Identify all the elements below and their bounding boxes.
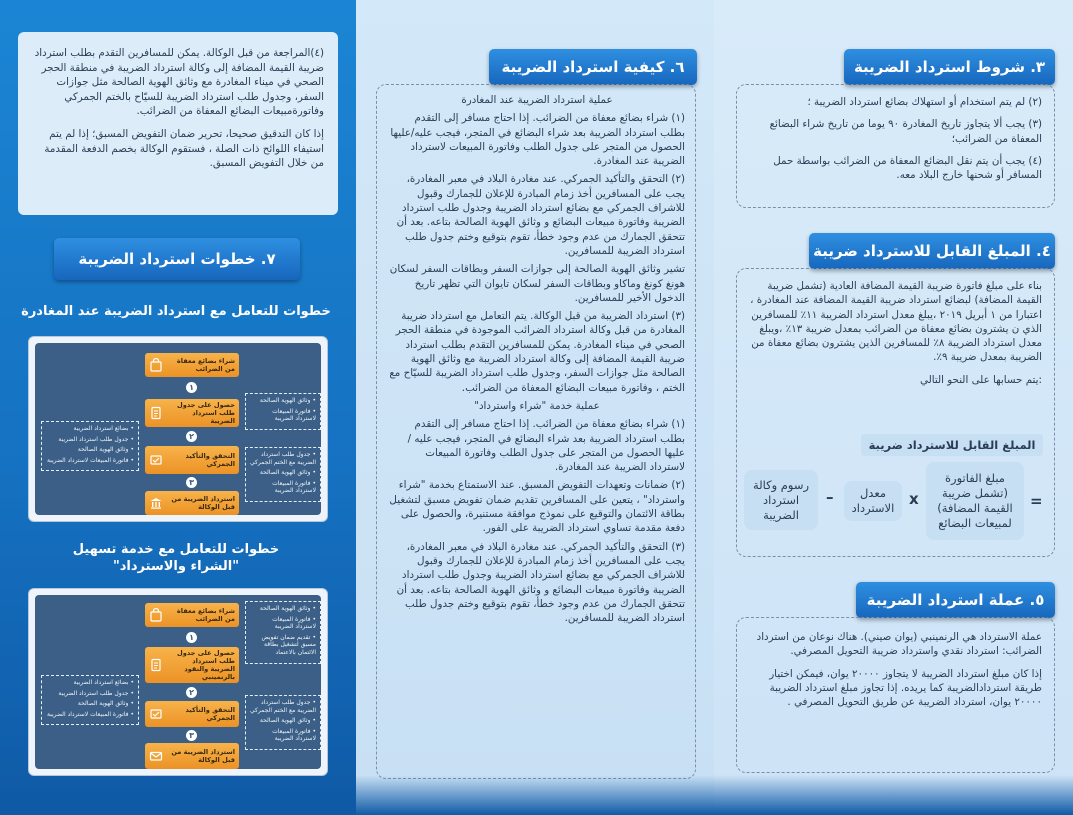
audit-paragraph: إذا كان التدقيق صحيحا، تحرير ضمان التفويض المسبق؛ إذا لم يتم استيفاء اللوائح ذات الصلة ، فستقوم الوكالة بخصم الدفعة المقدمة من خلال التفويض المسبق. [44,127,324,170]
section-6-heading: ٦. كيفية استرداد الضريبة [489,49,697,85]
flow-step-marker: ٢ [186,687,197,698]
note-item: • فاتورة المبيعات لاسترداد الضريبة [46,711,134,719]
valid-id-paragraph: تشير وثائق الهوية الصالحة إلى جوازات السفر وبطاقات السفر لسكان هونغ كونغ وماكاو وبطاقات السفر لسكان تايوان التي تظهر تاريخ الدخول الأخير للمسافرين. [389,263,685,304]
subheading-line: "الشراء والاسترداد" [112,559,240,574]
note-item: • وثائق الهوية الصالحة [250,469,316,477]
condition-4: (٤) يجب أن يتم نقل البضائع المعفاة من الضرائب بواسطة حمل المسافر أو شحنها خارج البلاد معه. [773,154,1042,182]
note-item: • جدول طلب استرداد الضريبة [46,436,134,444]
flow-node-buy [145,353,239,377]
note-item: • وثائق الهوية الصالحة [250,717,316,725]
note-item: • جدول طلب استرداد الضريبة مع الختم الجمركي [250,451,316,466]
conditions-box [736,84,1055,208]
section-7-heading: ٧. خطوات استرداد الضريبة [54,238,300,280]
flow-node-label: حصول على جدول طلب استرداد الضريبة والنقود بالرنمينبي [177,649,235,681]
how-to-refund-box [376,84,696,779]
customs-stamp-icon [149,453,163,467]
flow-node-label: استرداد الضريبة من قبل الوكالة [171,748,235,764]
note-item: • جدول طلب استرداد الضريبة مع الختم الجمركي [250,699,316,714]
flow-note-documents [245,601,321,664]
buy-refund-flowchart [28,588,328,776]
flow-node-application-cash [145,647,239,683]
buy-refund-title: عملية خدمة "شراء واسترداد" [474,399,600,412]
amount-paragraph: بناء على مبلغ فاتورة ضريبة القيمة المضافة العادية (تشمل ضريبة القيمة المضافة) لبضائع استرداد ضريبة القيمة المضافة عند المغادرة ، اعتبارا من ١ أبريل ٢٠١٩ ،يبلغ معدل استرداد الضريبة ١١٪ للمسافرين الذي ن يشترون بضائع معفاة من الضرائب بمعدل ضريبة ١٣٪ ،ويبلغ معدل استرداد الضريبة ٨٪ للمسافرين الذين يشترون بضائع معفاة من الضريبة بمعدل ضريبة ٩٪. [750,280,1042,364]
step-agency-paragraph: (٣) استرداد الضريبة من قبل الوكالة. يتم التعامل مع استرداد ضريبة المغادرة من قبل وكالة استرداد الضرائب الموجودة في منطقة الحجر الصحي في ميناء المغادرة. يمكن للمسافرين التقدم بطلب استرداد ضريبة القيمة المضافة إلى وكالة استرداد الضريبة مع وثائق الهوية الصالحة مثل جوازات السفر، وجدول طلب استرداد الضريبة للسيّاح مع الختم ، وفاتورة مبيعات البضائع المعفاة من الضرائب. [389,310,685,394]
flow-node-label: شراء بضائع معفاة من الضرائب [176,357,235,373]
br-step-guarantee-paragraph: (٢) ضمانات وتعهدات التفويض المسبق. عند الاستمتاع بخدمة "شراء واسترداد" ، يتعين على المسافرين تقديم ضمان تفويض مسبق لتشغيل بطاقة الائتمان والتوقيع على نموذج موافقة مستنيرة، والحصول على دفعة مقدمة تساوي استرداد الضريبة على الفور. [389,479,685,535]
shopping-bag-icon [149,358,163,372]
section-3-heading: ٣. شروط استرداد الضريبة [844,49,1055,85]
formula-refund-rate: معدل الاسترداد [844,481,902,521]
left-column [0,0,356,815]
flow-node-customs [145,446,239,474]
flow-node-label: التحقق والتأكيد الجمركي [185,452,235,468]
note-item: • فاتورة المبيعات لاسترداد الضريبة [250,728,316,743]
formula-title: المبلغ القابل للاسترداد ضريبة [861,434,1043,456]
review-paragraph: (٤)المراجعة من قبل الوكالة. يمكن للمسافرين التقدم بطلب استرداد ضريبة القيمة المضافة إلى وكالة استرداد الضريبة في منطقة الحجر الصحي في ميناء المغادرة مع وثائق الهوية الصالحة مثل جوازات السفر، وجدول طلب استرداد الضريبة للسيّاح بالختم الجمركي وفاتورةمبيعات البضائع المعفاة من الضرائب. [34,47,324,118]
envelope-icon [149,749,163,763]
shopping-bag-icon [149,608,163,622]
document-icon [149,406,163,420]
flow-node-application [145,399,239,427]
br-step-buy-paragraph: (١) شراء بضائع معفاة من الضرائب. إذا احتاج مسافر إلى التقدم بطلب استرداد الضريبة بعد شراء البضائع في المتجر، فيجب عليه / عليها الحصول من المتجر على جدول الطلب وفاتورة المبيعات لاسترداد الضريبة عند المغادرة. [407,418,685,474]
formula-agency-fee: رسوم وكالة استرداد الضريبة [744,470,818,530]
departure-process-title: عملية استرداد الضريبة عند المغادرة [461,94,613,106]
note-item: • بضائع استرداد الضريبة [46,425,134,433]
buy-refund-steps-subheading [6,541,346,575]
document-icon [149,658,163,672]
departure-flowchart [28,336,328,522]
note-item: • وثائق الهوية الصالحة [250,605,316,613]
minus-sign: – [826,488,834,506]
subheading-line: خطوات للتعامل مع خدمة تسهيل [72,542,280,557]
flow-step-marker: ١ [186,632,197,643]
step-customs-paragraph: (٢) التحقق والتأكيد الجمركي. عند مغادرة البلاد في معبر المغادرة، يجب على المسافرين أخذ زمام المبادرة للإعلان للجمارك وقبول للاشراف الجمركي مع بضائع استرداد الضريبة وجدول طلب استرداد الضريبة وفاتورة مبيعات البضائع و وثائق الهوية الصالحة بتاعه. بعد أن تتحقق الجمارك من عدم وجود خطأ، تقوم بتوقيع وختم جدول طلب استرداد الضريبة للمسافرين. [396,173,685,257]
flow-step-marker: ١ [186,382,197,393]
customs-stamp-icon [149,707,163,721]
flow-node-label: حصول على جدول طلب استرداد الضريبة [177,401,235,425]
flow-node-customs [145,701,239,727]
condition-3: (٣) يجب ألا يتجاوز تاريخ المغادرة ٩٠ يوما من تاريخ شراء البضائع المعفاة من الضرائب؛ [769,118,1042,145]
note-item: • وثائق الهوية الصالحة [46,700,134,708]
departure-steps-subheading: خطوات للتعامل مع استرداد الضريبة عند المغادرة [21,304,331,319]
flow-node-agency [145,743,239,769]
note-item: • تقديم ضمان تفويض مسبق لتشغيل بطاقة الائتمان بالاعتماد [250,634,316,657]
equals-sign: = [1030,492,1043,510]
condition-2: (٢) لم يتم استخدام أو استهلاك بضائع استرداد الضريبة ؛ [807,96,1042,108]
currency-paragraph-2: إذا كان مبلغ استرداد الضريبة لا يتجاوز ٢٠٠٠٠ يوان، فيمكن اختيار طريقة استردادالضريبة كما يريده. إذا تجاوز مبلغ استرداد الضريبة ٢٠٠٠٠ يوان، استرداد الضريبة عن طريق التحويل المصرفي . [769,667,1042,709]
flow-note-customs-items [41,675,139,725]
section-5-heading: ٥. عملة استرداد الضريبة [856,582,1055,618]
note-item: • فاتورة المبيعات لاسترداد الضريبة [250,480,316,495]
bottom-band [0,775,1073,815]
flow-note-agency-docs [245,447,321,502]
flow-step-marker: ٣ [186,477,197,488]
refund-review-box [18,32,338,215]
currency-paragraph-1: عملة الاسترداد هي الرنمينبي (يوان صيني). هناك نوعان من استرداد الضرائب: استرداد نقدي واسترداد ضريبة التحويل المصرفي. [756,631,1042,658]
note-item: • جدول طلب استرداد الضريبة [46,690,134,698]
br-step-customs-paragraph: (٣) التحقق والتأكيد الجمركي. عند مغادرة البلاد في معبر المغادرة، يجب على المسافرين أخذ زمام المبادرة للإعلان للجمارك وقبول للاشراف الجمركي مع بضائع استرداد الضريبة وجدول طلب استرداد الضريبة وفاتورة مبيعات البضائع و وثائق الهوية الصالحة بتاعه. بعد أن تتحقق الجمارك من عدم وجود خطأ، تقوم بتوقيع وختم جدول طلب استرداد الضريبة للمسافرين. [396,540,685,625]
flow-note-customs-items [41,421,139,471]
note-item: • فاتورة المبيعات لاسترداد الضريبة [250,408,316,423]
note-item: • وثائق الهوية الصالحة [46,446,134,454]
flow-node-buy [145,603,239,627]
step-buy-paragraph: (١) شراء بضائع معفاة من الضرائب. إذا احتاج مسافر إلى التقدم بطلب استرداد الضريبة بعد شراء البضائع في المتجر، فيجب عليه/عليها الحصول من المتجر على جدول الطلب وفاتورة المبيعات لاسترداد الضريبة عند المغادرة. [390,112,685,168]
multiply-sign: x [909,490,919,508]
right-column [714,0,1073,815]
calc-intro: :يتم حسابها على النحو التالي [920,373,1042,386]
flow-step-marker: ٢ [186,431,197,442]
flow-node-label: التحقق والتأكيد الجمركي [185,706,235,722]
note-item: • فاتورة المبيعات لاسترداد الضريبة [250,616,316,631]
formula-invoice-amount: مبلغ الفاتورة (تشمل ضريبة القيمة المضافة) لمبيعات البضائع [926,462,1024,540]
section-4-heading: ٤. المبلغ القابل للاسترداد ضريبة [809,233,1055,269]
flow-step-marker: ٣ [186,730,197,741]
flow-note-agency-docs [245,695,321,750]
note-item: • وثائق الهوية الصالحة [250,397,316,405]
note-item: • بضائع استرداد الضريبة [46,679,134,687]
flow-node-label: شراء بضائع معفاة من الضرائب [176,607,235,623]
flow-node-label: استرداد الضريبة من قبل الوكالة [171,495,235,511]
currency-box [736,617,1055,773]
note-item: • فاتورة المبيعات لاسترداد الضريبة [46,457,134,465]
middle-column [356,0,714,815]
bank-icon [149,496,163,510]
flow-note-documents [245,393,321,430]
flow-node-agency [145,491,239,515]
